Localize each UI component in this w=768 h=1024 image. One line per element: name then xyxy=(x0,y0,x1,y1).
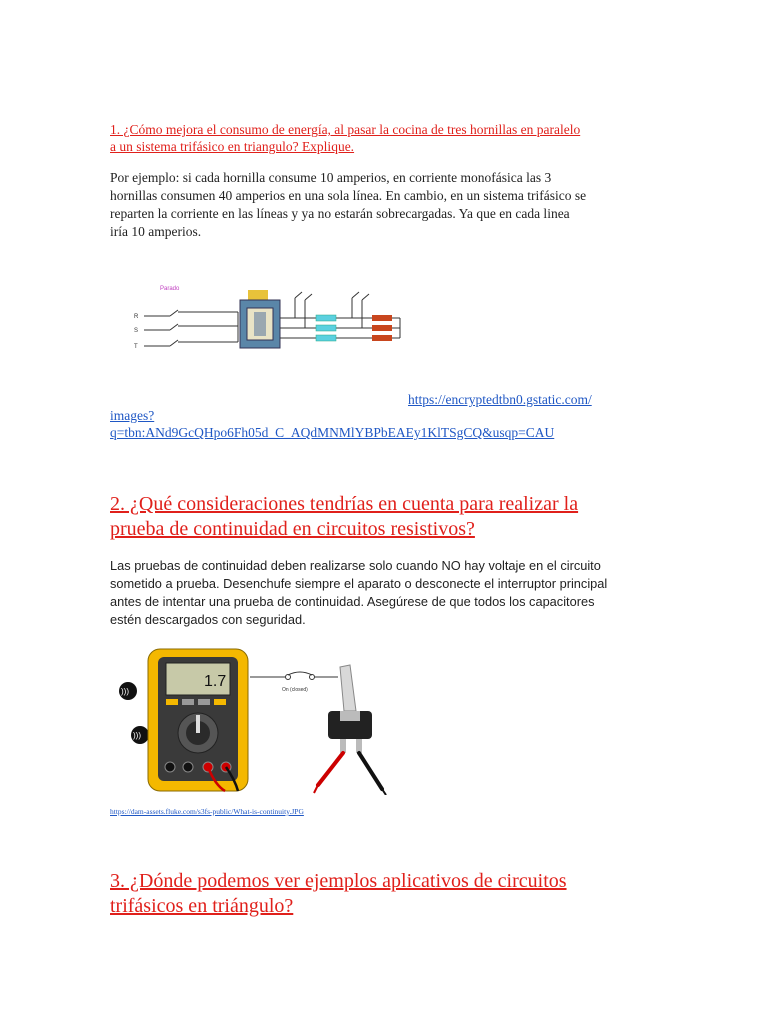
answer-1-line-4: iría 10 amperios. xyxy=(110,224,202,239)
question-3-line-2: trifásicos en triángulo? xyxy=(110,895,294,917)
continuity-image-link[interactable]: https://dam-assets.fluke.com/s3fs-public/What-is-continuity.JPG xyxy=(110,807,304,816)
answer-1-line-3: reparten la corriente en las líneas y ya no estarán sobrecargadas. Ya que en cada linea xyxy=(110,206,570,221)
answer-1-line-1: Por ejemplo: si cada hornilla consume 10 amperios, en corriente monofásica las 3 xyxy=(110,170,552,185)
toggle-switch-icon xyxy=(328,665,372,753)
question-1-heading xyxy=(110,121,670,155)
question-2-line-1: 2. ¿Qué consideraciones tendrías en cuenta para realizar la xyxy=(110,493,579,515)
cyan-resistors xyxy=(316,315,336,341)
answer-1-line-2: hornillas consumen 40 amperios en una sola línea. En cambio, en un sistema trifásico se xyxy=(110,188,587,203)
question-3-heading xyxy=(110,869,690,919)
image-source-link-line-2[interactable]: images? xyxy=(110,408,155,423)
answer-2-line-1: Las pruebas de continuidad deben realizarse solo cuando NO hay voltaje en el circuito xyxy=(110,558,601,573)
image-source-link-line-3[interactable]: q=tbn:ANd9GcQHpo6Fh05d_C_AQdMNMlYBPbEAEy1KlTSgCQ&usqp=CAU xyxy=(110,425,555,440)
phase-label-t: T xyxy=(134,344,138,350)
supply-lines xyxy=(144,310,238,346)
answer-2-line-3: antes de intentar una prueba de continuidad. Asegúrese de que todos los capacitores xyxy=(110,594,595,609)
question-1-line-2: a un sistema trifásico en triangulo? Explique. xyxy=(110,139,355,154)
svg-text:))): ))) xyxy=(121,687,129,696)
three-phase-motor-diagram xyxy=(130,280,410,360)
question-1-line-1: 1. ¿Cómo mejora el consumo de energía, al pasar la cocina de tres hornillas en paralelo xyxy=(110,122,581,137)
multimeter-icon xyxy=(148,649,248,791)
phase-label-s: S xyxy=(134,328,139,334)
answer-2-line-4: estén descargados con seguridad. xyxy=(110,612,306,627)
answer-2-paragraph xyxy=(110,557,670,629)
question-3-line-1: 3. ¿Dónde podemos ver ejemplos aplicativos de circuitos xyxy=(110,870,567,892)
motor-icon xyxy=(240,290,280,348)
answer-1-paragraph xyxy=(110,169,670,241)
switch-label: On (closed) xyxy=(282,687,308,693)
diagram-top-label: Parado xyxy=(160,286,180,292)
image-source-link-line-1[interactable]: https://encryptedtbn0.gstatic.com/ xyxy=(408,392,592,407)
red-resistors xyxy=(372,315,392,341)
switch-schematic xyxy=(250,672,338,693)
continuity-symbol-icon xyxy=(119,682,149,744)
multimeter-display: 1.7 xyxy=(204,673,227,690)
multimeter-continuity-image xyxy=(110,645,400,795)
phase-label-r: R xyxy=(134,314,139,320)
svg-text:))): ))) xyxy=(133,731,141,740)
question-2-heading xyxy=(110,492,690,542)
answer-2-line-2: sometido a prueba. Desenchufe siempre el aparato o desconecte el interruptor principal xyxy=(110,576,608,591)
question-2-line-2: prueba de continuidad en circuitos resistivos? xyxy=(110,518,475,540)
